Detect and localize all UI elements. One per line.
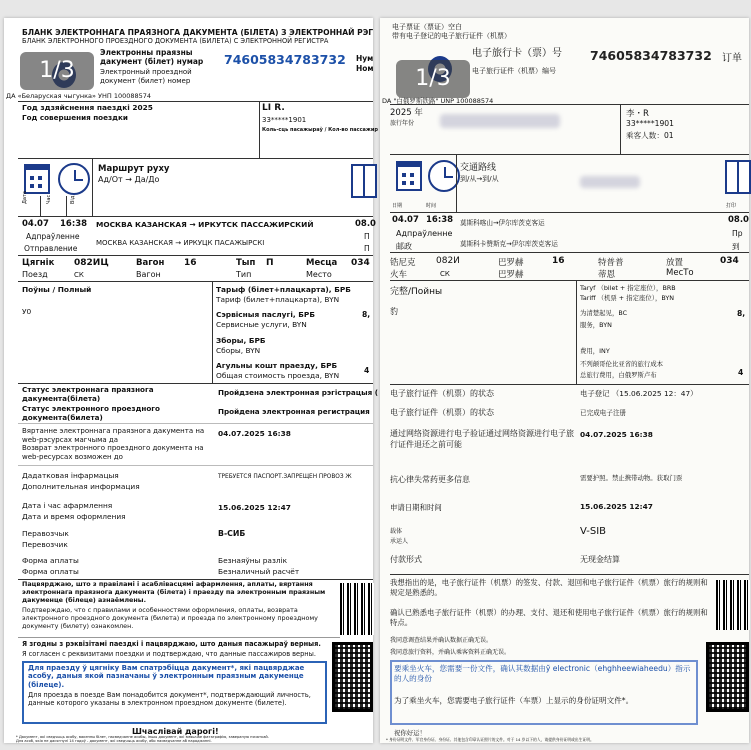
blurred-area (440, 114, 560, 128)
tariff-label-2: Tariff （机票 + 指定座位），BYN (580, 294, 675, 302)
fees-label: 费用，INY (580, 347, 610, 355)
doc-subtitle: БЛАНК ЭЛЕКТРОННОГО ПРОЕЗДНОГО ДОКУМЕНТА (БИЛЕТА) С ЭЛЕКТРОННОЙ РЕГИСТРА (22, 37, 329, 45)
status-label-2: 电子旅行证件（机票）的状态 (390, 408, 494, 417)
type-label: 特普普 (598, 258, 624, 268)
passenger-name: LI R. (262, 103, 285, 113)
passenger-count: 乘客人数：01 (626, 131, 674, 140)
fare-type-value: 豹 (390, 307, 398, 316)
arrival-date-cut: 08.0 (355, 219, 376, 229)
tariff-label: Taryf （bilet + 指定座位），BRB (580, 284, 676, 292)
refund-deadline: 04.07.2025 16:38 (580, 430, 653, 439)
departure-time: 16:38 (426, 215, 454, 225)
seat-label-ru: Место (306, 270, 332, 279)
carrier-label: 载体 (390, 528, 403, 535)
fees-label-ru: Сборы, BYN (216, 346, 261, 355)
doc-subtitle-cn: 带有电子登记的电子旅行证件（机票） (392, 32, 511, 40)
page-counter: 1/3 (20, 52, 94, 90)
fare-type-value: У0 (22, 307, 32, 316)
tariff-label: Тарыф (білет+плацкарта), БРБ (216, 285, 351, 294)
extra-info-value: 需要护照。禁止携带动物。获取门票 (580, 474, 683, 482)
status-value-ru: Пройдена электронная регистрация (218, 407, 370, 416)
carrier-label-2: 承运人 (390, 538, 409, 545)
seat-number: 034 (351, 258, 370, 268)
service-label-2: 服务，BYN (580, 321, 612, 329)
page-counter: 1/3 (396, 60, 470, 98)
wagon-label-2: 巴罗赫 (498, 270, 524, 280)
wagon-label-ru: Вагон (136, 270, 161, 279)
carrier-label: Перавозчык (22, 529, 69, 538)
carrier-value: В-СИБ (218, 529, 246, 538)
train-label: Цягнік (22, 258, 55, 268)
departure-date: 04.07 (392, 215, 419, 225)
agree-statement-2: 我同意旅行资料，并确认乘客资料正确无误。 (390, 649, 511, 656)
departure-label: Адпраўленне (396, 229, 453, 238)
service-value: 8, (737, 309, 746, 318)
id-notice-ru: Для проезда в поезде Вам понадобится документ*, подтверждающий личность, данные которого указаны в электронном проездном документе (билете). (28, 691, 311, 707)
qr-code (706, 642, 749, 712)
fare-type-label: 完整/Пойны (390, 287, 443, 297)
type-label: Тып (236, 258, 256, 268)
time-icon-label: 时间 (426, 203, 437, 209)
wagon-number: 16 (184, 258, 197, 268)
agree-statement-ru: Я согласен с реквизитами поездки и подтверждаю, что данные пассажиров верны. (22, 650, 316, 658)
service-value: 8, (362, 310, 371, 319)
route-direction: Ад/От → Да/До (98, 175, 160, 184)
train-class: СК (440, 270, 450, 278)
issue-date-label-ru: Дата и время оформления (22, 512, 126, 521)
carrier-line: DA "白俄罗斯铁路" UNP 100088574 (382, 97, 494, 105)
departure-time: 16:38 (60, 219, 88, 229)
arrival-label-cut: П (364, 232, 370, 241)
trip-year-ru: Год совершения поездки (22, 113, 128, 122)
payment-label-ru: Форма оплаты (22, 567, 79, 576)
fare-type-label: Поўны / Полный (22, 285, 92, 294)
train-label-ru: Поезд (22, 270, 48, 279)
total-value: 4 (738, 368, 744, 377)
arrival-label-cut-2: 到 (732, 242, 740, 251)
status-label: Статус электроннага праязнога дакумента(білета) (22, 385, 154, 403)
carrier-line: ДА «Беларуская чыгунка» УНП 100088574 (6, 92, 152, 100)
status-value: Пройдзена электронная рэгістрацыя ( (218, 388, 379, 397)
payment-value: Безнаяўны разлік (218, 556, 288, 565)
rules-notice: 我想指出的是，电子旅行证件（机票）的签发、付款、退回和电子旅行证件（机票）旅行的规则和规定是熟悉的。 (390, 578, 708, 597)
type-label-2: 蒂恩 (598, 270, 616, 280)
refund-label: 通过网络资源进行电子验证通过网络资源进行电子旅行证件退还之前可能 (390, 429, 574, 449)
extra-info-label-ru: Дополнительная информация (22, 482, 140, 491)
departure-label-ru: Отправление (24, 244, 78, 253)
wish-text: Шчаслівай дарогі! (132, 727, 219, 736)
rules-notice-ru: Подтверждаю, что с правилами и особенностями оформления, оплаты, возврата электронного проездного документа (билета) и проезда по электронному проездному документу (билету) ознакомлен. (22, 606, 318, 630)
calendar-icon (396, 161, 422, 191)
rules-notice: Пацвярджаю, што з правіламі і асаблівасцямі афармлення, аплаты, вяртання электроннага праязнога дакумента (білета) і праезду па электронным праязным дакуменце (білеце) азнаёмлены. (22, 580, 326, 604)
seat-label: Месца (306, 258, 338, 268)
refund-deadline: 04.07.2025 16:38 (218, 429, 291, 438)
carrier-value: V-SIB (580, 526, 607, 537)
service-label-ru: Сервисные услуги, BYN (216, 320, 307, 329)
ticket-number-label-ru-2: документ (билет) номер (100, 77, 191, 85)
route-direction: 到/从→到/从 (460, 175, 499, 183)
time-icon-label: Час (46, 194, 52, 204)
wagon-label: 巴罗赫 (498, 258, 524, 268)
passenger-count-label: Коль-сць пасажыраў / Кол-во пассажир (262, 127, 378, 133)
arrival-label-cut: Пр (732, 229, 743, 238)
doc-title-cn: 电子票证（票证）空白 (392, 23, 462, 31)
passenger-doc: 33*****1901 (626, 119, 674, 128)
wagon-number: 16 (552, 256, 565, 266)
ticket-page-right[interactable] (380, 18, 749, 743)
payment-value: 无现金结算 (580, 555, 620, 564)
id-notice: Для праезду ў цягніку Вам спатрэбіцца дакумент*, які пацвярджае асобу, даныя якой пазначаны ў электронным праязным дакуменце (білеце). (28, 664, 305, 689)
clock-icon (58, 163, 90, 195)
train-class: СК (74, 271, 84, 279)
footnote: * 身份证明文件、军官身份证、身份证、其他包含印章认证照片的文件。对于 14 岁以下的人，请提供身份证明或出生证明。 (386, 737, 594, 742)
departure-label: Адпраўленне (26, 232, 80, 241)
extra-info-label: Дадатковая інфармацыя (22, 471, 119, 480)
ticket-number-label-by: Электронны праязны (100, 48, 193, 57)
id-notice-2: 为了乘坐火车，您需要电子旅行证件（车票）上显示的身份证明文件*。 (394, 696, 634, 705)
payment-value-ru: Безналичный расчёт (218, 567, 300, 576)
qr-code (332, 642, 373, 712)
date-icon-label: 日期 (392, 203, 403, 209)
departure-label-cn: 邮政 (396, 242, 412, 251)
seat-number: 034 (720, 256, 739, 266)
ticket-number-label-cn: 电子旅行卡（票）号 (472, 48, 562, 59)
trip-year-label: 旅行年份 (390, 120, 415, 127)
route-sub: 莫斯科卡赞斯克→伊尔库茨克客运 (460, 240, 558, 248)
barcode-1 (716, 580, 750, 630)
order-label-cut-2: Ном (356, 64, 374, 73)
doc-title: БЛАНК ЭЛЕКТРОННАГА ПРАЯЗНОГА ДАКУМЕНТА (БІЛЕТА) З ЭЛЕКТРОННАЙ РЭГ (22, 28, 374, 37)
agree-statement: Я згодны з рэквізітамі паездкі і пацвярджаю, што даныя пасажыраў верныя. (22, 640, 321, 648)
total-label: Агульны кошт праезду, БРБ (216, 361, 338, 370)
route-title: 交通路线 (460, 163, 497, 173)
status-value: 电子登记 （15.06.2025 12：47） (580, 389, 698, 398)
seat-label: 放置 (666, 258, 684, 268)
seat-label-2: МесТо (666, 268, 694, 278)
ticket-number: 74605834783732 (590, 48, 712, 63)
wagon-type: П (266, 258, 274, 268)
rules-notice-2: 确认已熟悉电子旅行证件（机票）的办理、支付、退还和使用电子旅行证件（机票）旅行的规则和特点。 (390, 608, 708, 627)
wish-text: 祝你好运！ (394, 729, 426, 737)
order-label-cut: Нум (356, 54, 374, 63)
service-label: 为清楚起见，BC (580, 309, 628, 317)
passenger-doc: 33*****1901 (262, 116, 307, 124)
wagon-label: Вагон (136, 258, 165, 268)
train-number: 082И (436, 256, 460, 266)
calendar-icon (24, 164, 50, 194)
train-number: 082ИЦ (74, 258, 109, 268)
status-label-ru: Статус электронного проездного документа(билета) (22, 404, 160, 422)
type-label-ru: Тип (236, 270, 252, 279)
road-icon (725, 160, 751, 194)
total-label-ru: Общая стоимость проезда, BYN (216, 371, 340, 380)
print-icon-label: 打印 (726, 203, 737, 209)
issue-date-label: Дата і час афармлення (22, 501, 113, 510)
issue-date-value: 15.06.2025 12:47 (580, 502, 653, 511)
train-label-2: 火车 (390, 270, 408, 280)
status-value-2: 已完成电子注册 (580, 409, 627, 417)
fees-label: Зборы, БРБ (216, 336, 266, 345)
route-sub: МОСКВА КАЗАНСКАЯ → ИРКУЦК ПАСАЖЫРСКІ (96, 239, 265, 247)
payment-label: Форма аплаты (22, 556, 79, 565)
footnote-2: Для асоб, якія не дасягнулі 14 гадоў - дакумент, які сведчыць асобу, або пасведчанне аб нараджэнні. (16, 739, 212, 743)
blurred-area (580, 176, 640, 188)
footnote: * Дакумент, які сведчыць асобу, вакенны білет, пасведчанне асобы, іншы дакумент, які змяшчае фатаграфію, завераную пячаткай. (16, 735, 269, 739)
ticket-number: 74605834783732 (224, 52, 346, 67)
ticket-page-left[interactable] (4, 18, 379, 743)
trip-year: Год здзяйснення паездкі 2025 (22, 103, 153, 112)
route-main: МОСКВА КАЗАНСКАЯ → ИРКУТСК ПАССАЖИРСКИЙ (96, 220, 314, 229)
extra-info-label: 抗心律失常药更多信息 (390, 475, 470, 484)
ticket-number-label-ru: Электронный проездной (100, 68, 192, 76)
ticket-number-sub-cn: 电子旅行证件（机票）编号 (472, 67, 556, 75)
tariff-label-ru: Тариф (билет+плацкарта), BYN (216, 295, 340, 304)
total-label: 不列颠哥伦比亚省的旅行成本 (580, 360, 664, 368)
arrival-label-cut-2: П (364, 244, 370, 253)
total-label-2: 总旅行费用，白俄罗斯卢布 (580, 371, 657, 379)
road-icon (351, 164, 377, 198)
ticket-number-label-by-2: дакумент (білет) нумар (100, 57, 204, 66)
service-label: Сэрвісныя паслугі, БРБ (216, 310, 315, 319)
total-value: 4 (364, 366, 370, 375)
issue-date-value: 15.06.2025 12:47 (218, 503, 291, 512)
trip-year: 2025 年 (390, 108, 423, 118)
departure-date: 04.07 (22, 219, 49, 229)
status-label: 电子旅行证件（机票）的状态 (390, 389, 494, 398)
agree-statement: 我同意调查结果并确认数据正确无误。 (390, 637, 493, 644)
order-label-cut: 订单 (722, 53, 742, 64)
carrier-label-ru: Перевозчик (22, 540, 68, 549)
issue-date-label: 申请日期和时间 (390, 503, 442, 512)
route-title: Маршрут руху (98, 164, 170, 174)
arrival-date-cut: 08.0 (728, 215, 749, 225)
refund-label-ru: Возврат электронного проездного документа на web-ресурсах возможен до (22, 444, 204, 461)
view-icon-label: Від (70, 195, 76, 204)
barcode-1 (340, 583, 374, 635)
extra-info-value: ТРЕБУЕТСЯ ПАСПОРТ.ЗАПРЕЩЕН ПРОВОЗ Ж (218, 474, 352, 480)
id-notice: 要乘坐火车，您需要一份文件，确认其数据由ў electronic（ehghheewiaheedu）指示的人的身份 (394, 664, 691, 683)
passenger-name: 李・R (626, 109, 649, 119)
refund-label: Вяртанне электроннага праязнога дакумента на web-рэсурсах магчыма да (22, 427, 205, 444)
route-main: 莫斯科喀山→伊尔库茨克客运 (460, 219, 545, 227)
train-label: 锆尼克 (390, 258, 416, 268)
payment-label: 付款形式 (390, 555, 422, 564)
date-icon-label: Дата (22, 191, 28, 204)
